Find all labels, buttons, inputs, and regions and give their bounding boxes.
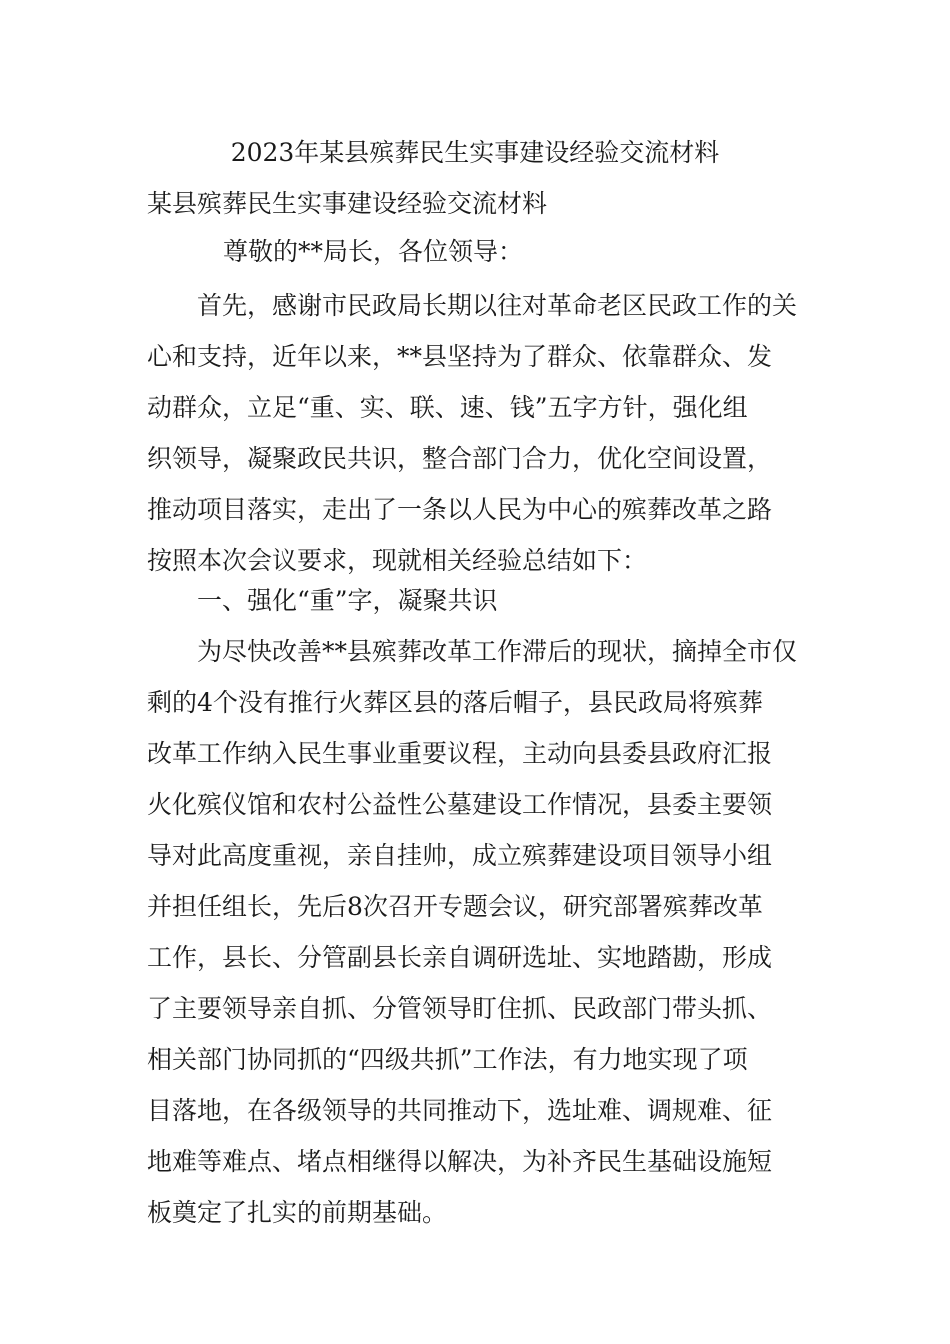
document-title: 2023年某县殡葬民生实事建设经验交流材料: [230, 138, 720, 167]
paragraph-section-1: 为尽快改善**县殡葬改革工作滞后的现状，摘掉全市仅 剩的4个没有推行火葬区县的落后帽子，县民政局将殡葬 改革工作纳入民生事业重要议程，主动向县委县政府汇报 火化殡仪馆和农村公益性公墓建设工作情况，县委主要领 导对此高度重视，亲自挂帅，成立殡葬建设项目领导小组 并担任组长，先后8次召开专题会议，研究部署殡葬改革 工作，县长、分管副县长亲自调研选址、实地踏勘，形成 了主要领导亲自抓、分管领导盯住抓、民政部门带头抓、 相关部门协同抓的“四级共抓”工作法，有力地实现了项 目落地，在各级领导的共同推动下，选址难、调规难、征 地难等难点、堵点相继得以解决，为补齐民生基础设施短 板奠定了扎实的前期基础。: [147, 637, 798, 1227]
section-heading-1: 一、强化“重”字，凝聚共识: [197, 586, 498, 615]
paragraph-intro: 首先，感谢市民政局长期以往对革命老区民政工作的关 心和支持，近年以来，**县坚持为了群众、依靠群众、发 动群众，立足“重、实、联、速、钱”五字方针，强化组 织领导，凝聚政民共识，整合部门合力，优化空间设置， 推动项目落实，走出了一条以人民为中心的殡葬改革之路 按照本次会议要求，现就相关经验总结如下：: [147, 291, 798, 575]
salutation: 尊敬的**局长，各位领导：: [223, 237, 524, 266]
document-subtitle: 某县殡葬民生实事建设经验交流材料: [147, 189, 548, 218]
